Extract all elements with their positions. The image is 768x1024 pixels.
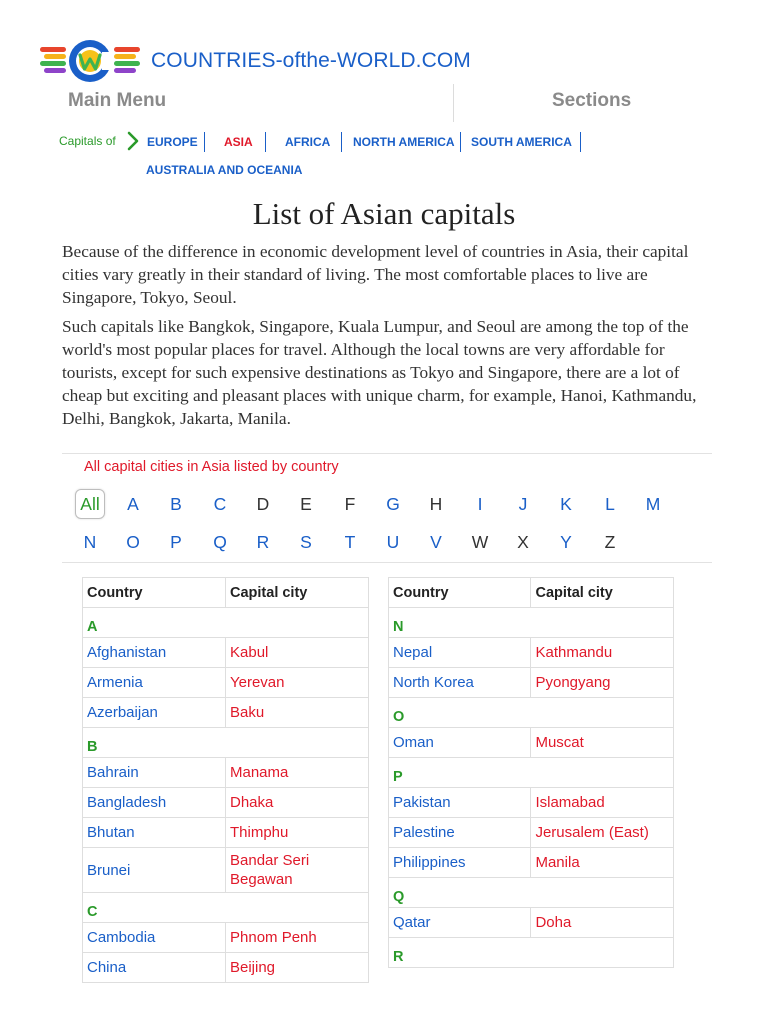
alphabet-letter-o[interactable]: O (126, 532, 140, 552)
country-link[interactable]: Brunei (83, 848, 226, 893)
alphabet-letter-d: D (256, 494, 270, 514)
table-row (83, 953, 369, 983)
country-link[interactable]: Pakistan (389, 788, 531, 818)
sections-button[interactable]: Sections (552, 90, 632, 111)
letter-heading: B (83, 728, 369, 758)
letter-row (83, 728, 369, 758)
divider (62, 453, 712, 454)
alphabet-letter-t[interactable]: T (344, 532, 356, 552)
capitals-nav (0, 128, 768, 184)
nav-link-asia[interactable]: ASIA (224, 135, 253, 149)
column-header-capital: Capital city (226, 578, 369, 608)
capital-link[interactable]: Bandar Seri Begawan (226, 848, 369, 893)
capital-link[interactable]: Manama (226, 758, 369, 788)
column-header-country: Country (389, 578, 531, 608)
alphabet-letter-i[interactable]: I (477, 494, 483, 514)
alphabet-letter-p[interactable]: P (170, 532, 182, 552)
column-header-country: Country (83, 578, 226, 608)
intro-paragraph: Such capitals like Bangkok, Singapore, Kuala Lumpur, and Seoul are among the top of the world's most popular places for travel. Although the local towns are very affordable for tourists, except for such expensive destinations as Tokyo and Singapore, there are a lot of cheap but exciting and pleasant places with unique charm, for example, Hanoi, Kathmandu, Delhi, Bangkok, Jakarta, Manila. (62, 317, 697, 428)
nav-link-south-america[interactable]: SOUTH AMERICA (471, 135, 572, 149)
capital-link[interactable]: Manila (531, 848, 674, 878)
country-link[interactable]: North Korea (389, 668, 531, 698)
alphabet-letter-k[interactable]: K (560, 494, 572, 514)
capital-link[interactable]: Yerevan (226, 668, 369, 698)
letter-row (83, 608, 369, 638)
country-link[interactable]: Bahrain (83, 758, 226, 788)
alphabet-letter-q[interactable]: Q (213, 532, 227, 552)
table-row (83, 698, 369, 728)
country-link[interactable]: Bangladesh (83, 788, 226, 818)
site-name-link[interactable]: COUNTRIES-ofthe-WORLD.COM (151, 49, 471, 72)
letter-heading: Q (389, 878, 674, 908)
alphabet-letter-g[interactable]: G (386, 494, 400, 514)
letter-row (389, 758, 674, 788)
alphabet-letter-e: E (300, 494, 312, 514)
alphabet-letter-u[interactable]: U (386, 532, 400, 552)
country-link[interactable]: Palestine (389, 818, 531, 848)
nav-separator (460, 132, 461, 152)
alphabet-letter-v[interactable]: V (430, 532, 442, 552)
menu-bar (0, 84, 768, 120)
alphabet-letter-z: Z (604, 532, 616, 552)
table-header-row (83, 578, 369, 608)
alphabet-letter-h: H (429, 494, 443, 514)
country-link[interactable]: China (83, 953, 226, 983)
nav-link-africa[interactable]: AFRICA (285, 135, 331, 149)
table-row (389, 638, 674, 668)
intro-paragraph: Because of the difference in economic development level of countries in Asia, their capital cities vary greatly in their standard of living. The most comfortable places to live are Singapore, Tokyo, Seoul. (62, 242, 689, 307)
page-title: List of Asian capitals (252, 196, 516, 231)
main-menu-button[interactable]: Main Menu (68, 90, 167, 111)
letter-row (389, 938, 674, 968)
table-header-row (389, 578, 674, 608)
capital-link[interactable]: Baku (226, 698, 369, 728)
letter-row (83, 893, 369, 923)
nav-separator (580, 132, 581, 152)
table-row (83, 668, 369, 698)
letter-heading: P (389, 758, 674, 788)
country-link[interactable]: Azerbaijan (83, 698, 226, 728)
alphabet-letter-l[interactable]: L (605, 494, 615, 514)
menu-divider (453, 84, 454, 122)
capital-link[interactable]: Phnom Penh (226, 923, 369, 953)
table-row (83, 788, 369, 818)
letter-heading: O (389, 698, 674, 728)
nav-separator (265, 132, 266, 152)
nav-link-north-america[interactable]: NORTH AMERICA (353, 135, 455, 149)
country-link[interactable]: Oman (389, 728, 531, 758)
alphabet-letter-j[interactable]: J (518, 494, 528, 514)
country-link[interactable]: Cambodia (83, 923, 226, 953)
site-logo-icon[interactable] (40, 38, 144, 84)
alphabet-all-button[interactable]: All (75, 489, 105, 519)
capitals-table-right (388, 577, 674, 968)
column-header-capital: Capital city (531, 578, 674, 608)
country-link[interactable]: Philippines (389, 848, 531, 878)
alphabet-letter-b[interactable]: B (170, 494, 182, 514)
capital-link[interactable]: Muscat (531, 728, 674, 758)
nav-link-australia-oceania[interactable]: AUSTRALIA AND OCEANIA (146, 163, 303, 177)
site-header (40, 38, 740, 84)
alphabet-letter-w: W (471, 532, 489, 552)
alphabet-letter-n[interactable]: N (83, 532, 97, 552)
table-row (389, 818, 674, 848)
letter-row (389, 878, 674, 908)
country-link[interactable]: Qatar (389, 908, 531, 938)
letter-heading: N (389, 608, 674, 638)
divider (62, 562, 712, 563)
alphabet-letter-y[interactable]: Y (560, 532, 572, 552)
nav-link-europe[interactable]: EUROPE (147, 135, 198, 149)
capitals-nav-label: Capitals of (59, 134, 116, 148)
alphabet-letter-r[interactable]: R (256, 532, 270, 552)
capital-link[interactable]: Kabul (226, 638, 369, 668)
table-row (83, 818, 369, 848)
letter-heading: C (83, 893, 369, 923)
capital-link[interactable]: Thimphu (226, 818, 369, 848)
capital-link[interactable]: Dhaka (226, 788, 369, 818)
alphabet-letter-a[interactable]: A (127, 494, 139, 514)
letter-row (389, 608, 674, 638)
alphabet-letter-s[interactable]: S (300, 532, 312, 552)
table-row (389, 908, 674, 938)
country-link[interactable]: Afghanistan (83, 638, 226, 668)
capital-link[interactable]: Jerusalem (East) (531, 818, 674, 848)
table-row (389, 848, 674, 878)
table-row (83, 758, 369, 788)
alphabet-letter-f: F (344, 494, 356, 514)
alphabet-letter-c[interactable]: C (213, 494, 227, 514)
table-row (83, 923, 369, 953)
capital-link[interactable]: Islamabad (531, 788, 674, 818)
table-row (83, 848, 369, 893)
list-heading: All capital cities in Asia listed by country (84, 459, 339, 475)
table-row (83, 638, 369, 668)
letter-row (389, 698, 674, 728)
letter-heading: A (83, 608, 369, 638)
capital-link[interactable]: Pyongyang (531, 668, 674, 698)
country-link[interactable]: Nepal (389, 638, 531, 668)
capital-link[interactable]: Beijing (226, 953, 369, 983)
table-row (389, 788, 674, 818)
capitals-table-left (82, 577, 369, 983)
table-row (389, 728, 674, 758)
country-link[interactable]: Bhutan (83, 818, 226, 848)
letter-heading: R (389, 938, 674, 968)
capital-link[interactable]: Kathmandu (531, 638, 674, 668)
country-link[interactable]: Armenia (83, 668, 226, 698)
nav-separator (341, 132, 342, 152)
nav-separator (204, 132, 205, 152)
alphabet-letter-x: X (517, 532, 529, 552)
alphabet-letter-m[interactable]: M (645, 494, 661, 514)
table-row (389, 668, 674, 698)
capital-link[interactable]: Doha (531, 908, 674, 938)
chevron-right-icon (126, 131, 140, 151)
